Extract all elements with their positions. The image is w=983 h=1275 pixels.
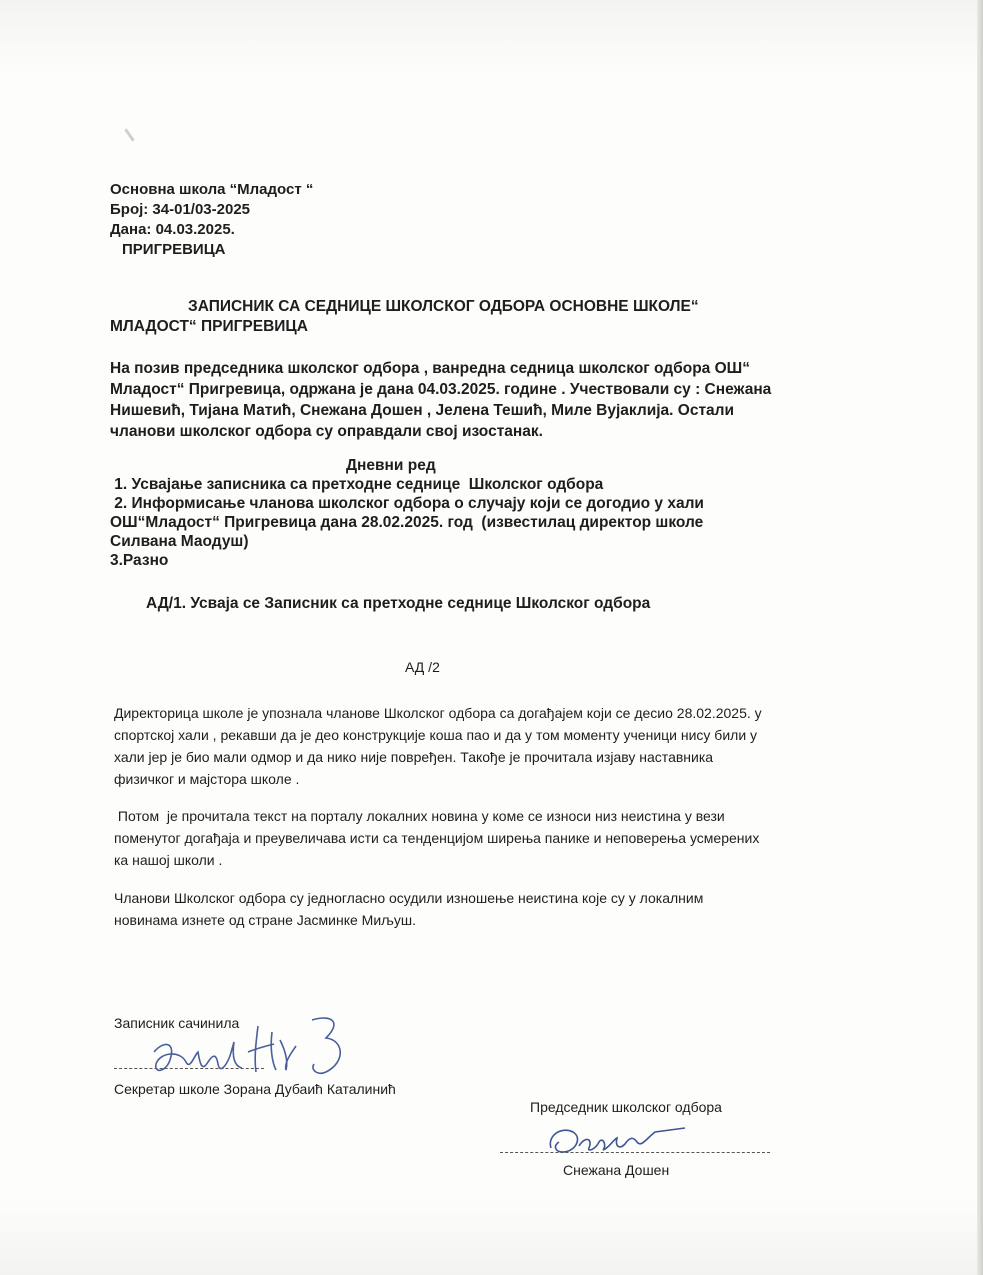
intro-line: Нишевић, Тијана Матић, Снежана Дошен , Јелена Тешић, Миле Вујаклија. Остали [110, 402, 735, 419]
intro-line: чланови школског одбора су оправдали свој изостанак. [110, 423, 543, 440]
recorder-signature [146, 1012, 356, 1084]
agenda-item: 2. Информисање чланова школског одбора о случају који се догодио у хали [110, 495, 704, 512]
header-block [110, 180, 313, 260]
agenda-heading: Дневни ред [346, 457, 436, 474]
header-school: Основна школа “Младост “ [110, 181, 314, 198]
header-number: Број: 34-01/03-2025 [110, 201, 251, 218]
scan-edge [977, 0, 983, 1275]
ad2-paragraph-2 [114, 805, 759, 871]
agenda-item: 1. Усвајање записника са претходне седнице Школског одбора [110, 476, 604, 493]
agenda-list [110, 475, 704, 570]
header-date: Дана: 04.03.2025. [110, 221, 235, 238]
ad2-paragraph-1 [114, 702, 762, 790]
scan-speck [124, 128, 134, 141]
intro-line: Младост“ Пригревица, одржана је дана 04.03.2025. године . Учествовали су : Снежана [110, 381, 772, 398]
intro-line: На позив председника школског одбора , ванредна седница школског одбора ОШ“ [110, 360, 750, 377]
ad2-line: Чланови Школског одбора су једногласно осудили изношење неистина које су у локалним [114, 890, 704, 906]
agenda-item: Силвана Маодуш) [110, 533, 249, 550]
header-place: ПРИГРЕВИЦА [122, 241, 226, 258]
recorder-label: Записник сачинила [114, 1015, 240, 1031]
ad2-line: спортској хали , рекавши да је део конструкције коша пао и да у том моменту ученици нису били у [114, 727, 758, 743]
ad2-heading: АД /2 [405, 659, 440, 675]
title-line-2: МЛАДОСТ“ ПРИГРЕВИЦА [110, 318, 308, 335]
ad2-line: физичког и мајстора школе . [114, 771, 300, 787]
agenda-item: ОШ“Младост“ Пригревица дана 28.02.2025. год (известилац директор школе [110, 514, 704, 531]
ad2-line: ка нашој школи . [114, 852, 223, 868]
title-line-1: ЗАПИСНИК СА СЕДНИЦЕ ШКОЛСКОГ ОДБОРА ОСНОВНЕ ШКОЛЕ“ [188, 298, 699, 315]
ad2-paragraph-3 [114, 887, 703, 931]
recorder-name: Секретар школе Зорана Дубаић Каталинић [114, 1081, 396, 1097]
president-label: Председник школског одбора [530, 1099, 722, 1115]
president-name: Снежана Дошен [563, 1162, 670, 1178]
intro-paragraph [110, 358, 771, 442]
ad1-item: АД/1. Усваја се Записник са претходне седнице Школског одбора [146, 595, 651, 612]
agenda-item: 3.Разно [110, 552, 169, 569]
president-signature [545, 1118, 695, 1160]
ad2-line: новинама изнете од стране Јасминке Миљуш. [114, 912, 416, 928]
ad2-line: хали јер је био мали одмор и да нико није повређен. Такође је прочитала изјаву наставника [114, 749, 714, 765]
ad2-line: Директорица школе је упознала чланове Школског одбора са догађајем који се десио 28.02.2025. у [114, 705, 762, 721]
ad2-line: поменутог догађаја и преувеличава исти са тенденцијом ширења панике и неповерења усмерених [114, 830, 760, 846]
ad2-line: Потом је прочитала текст на порталу локалних новина у коме се износи низ неистина у вези [114, 808, 725, 824]
